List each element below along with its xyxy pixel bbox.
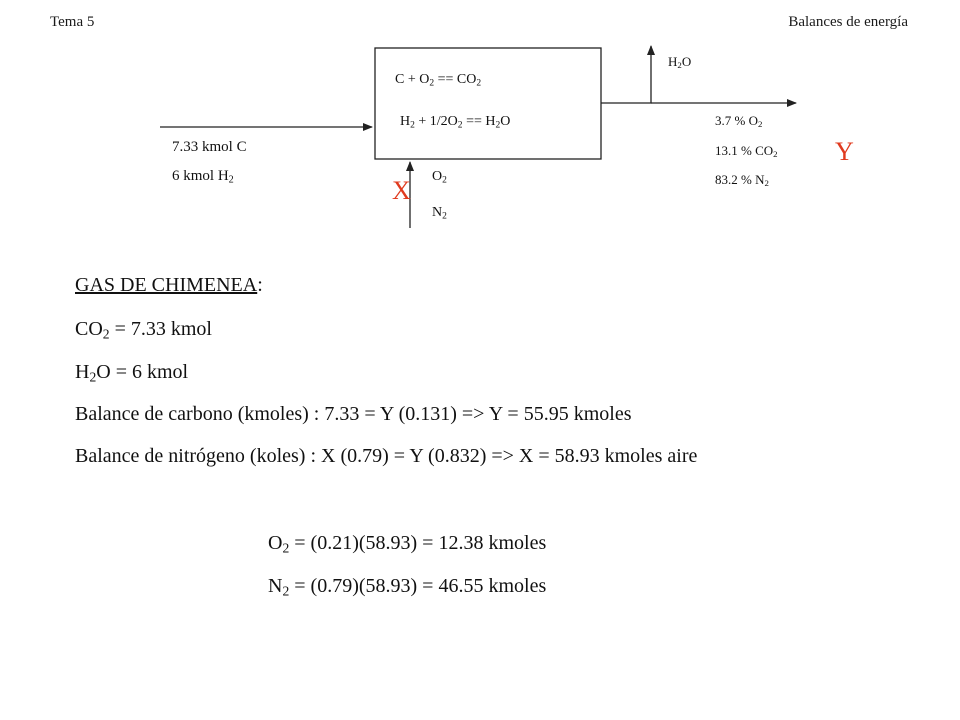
o2-calculation: $O_2 = (0.21)(58.93) = 12.38$ kmoles — [268, 532, 547, 556]
water-out-label: $H_2O$ — [668, 54, 692, 71]
feed-hydrogen-label: 6 kmol $H_2$ — [172, 168, 234, 186]
air-n2-label: $N_2$ — [432, 205, 447, 222]
gas-variable-y: Y — [835, 137, 854, 166]
carbon-balance: Balance de carbono (kmoles) : 7.33 = Y (0.131) => Y = 55.95 kmoles — [75, 403, 632, 425]
nitrogen-balance: Balance de nitrógeno (koles) : X (0.79) = Y (0.832) => X = 58.93 kmoles aire — [75, 445, 698, 467]
reaction-hydrogen: $H_2 + 1/2O_2 == H_2O$ — [400, 114, 511, 131]
h2o-result: $H_2O = 6$ kmol — [75, 361, 189, 385]
gas-n2-fraction: 83.2 % $N_2$ — [715, 172, 769, 189]
gas-co2-fraction: 13.1 % $CO_2$ — [715, 143, 778, 160]
section-heading: GAS DE CHIMENEA: — [75, 274, 263, 296]
header-subject: Balances de energía — [788, 14, 908, 30]
water-arrow — [601, 46, 651, 103]
air-o2-label: $O_2$ — [432, 169, 447, 186]
feed-carbon-label: 7.33 kmol C — [172, 139, 247, 155]
co2-result: $CO_2 = 7.33$ kmol — [75, 318, 212, 342]
n2-calculation: $N_2 = (0.79)(58.93) = 46.55$ kmoles — [268, 575, 547, 599]
air-variable-x: X — [392, 176, 411, 205]
header-topic: Tema 5 — [50, 14, 95, 30]
reaction-carbon: $C + O_2 == CO_2$ — [395, 72, 482, 89]
gas-o2-fraction: 3.7 % $O_2$ — [715, 113, 763, 130]
reactor-box — [375, 48, 601, 159]
